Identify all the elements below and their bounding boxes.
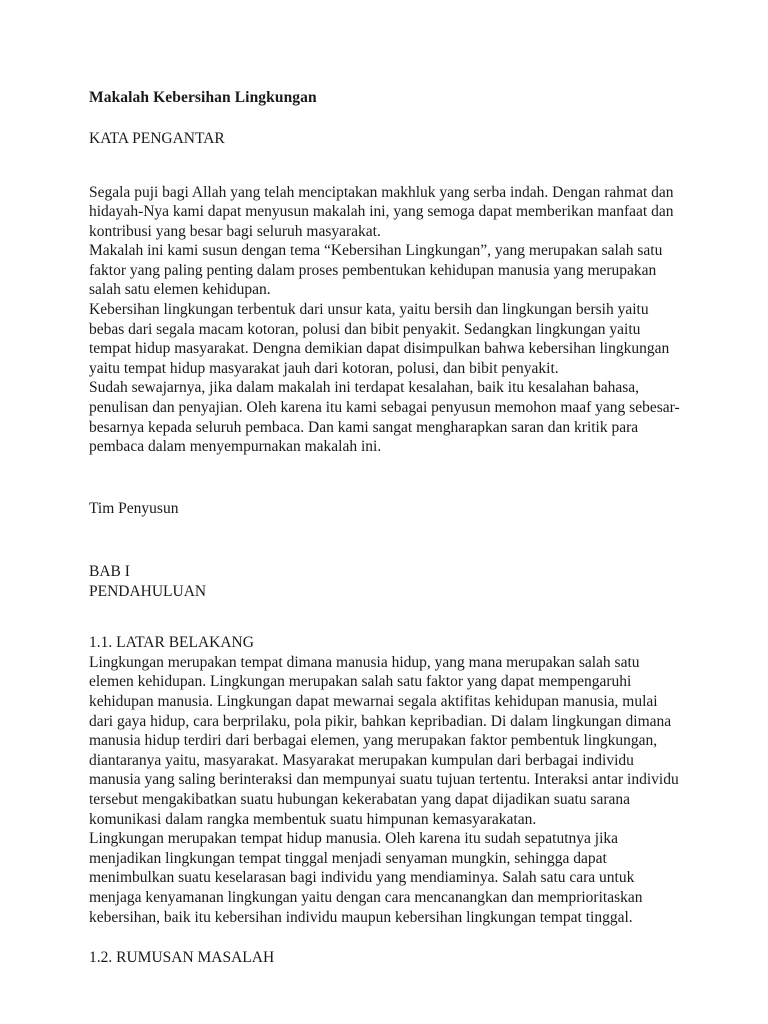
paragraph: Lingkungan merupakan tempat dimana manusia hidup, yang mana merupakan salah satu elemen kehidupan. Lingkungan merupakan salah satu faktor yang dapat mempengaruhi kehidupan manusia. Lingkungan dapat mewarnai segala aktifitas kehidupan manusia, mulai dari gaya hidup, cara berprilaku, pola pikir, bahkan kepribadian. Di dalam lingkungan dimana manusia hidup terdiri dari berbagai elemen, yang merupakan faktor pembentuk lingkungan, diantaranya yaitu, masyarakat. Masyarakat merupakan kumpulan dari berbagai individu manusia yang saling berinteraksi dan mempunyai suatu tujuan tertentu. Interaksi antar individu tersebut mengakibatkan suatu hubungan kekerabatan yang dapat dijadikan suatu sarana komunikasi dalam rangka membentuk suatu himpunan kemasyarakatan.: [89, 653, 679, 828]
spacer: [89, 457, 679, 499]
paragraph: Makalah ini kami susun dengan tema “Kebersihan Lingkungan”, yang merupakan salah satu faktor yang paling penting dalam proses pembentukan kehidupan manusia yang merupakan salah satu elemen kehidupan.: [89, 242, 663, 299]
paragraph: Segala puji bagi Allah yang telah menciptakan makhluk yang serba indah. Dengan rahmat dan hidayah-Nya kami dapat menyusun makalah ini, yang semoga dapat memberikan manfaat dan kontribusi yang besar bagi seluruh masyarakat.: [89, 183, 674, 240]
preface-heading: KATA PENGANTAR: [89, 130, 225, 147]
spacer: [89, 518, 679, 562]
spacer: [89, 927, 679, 948]
section-heading: 1.1. LATAR BELAKANG: [89, 634, 254, 652]
paragraph: Sudah sewajarnya, jika dalam makalah ini terdapat kesalahan, baik itu kesalahan bahasa, penulisan dan penyajian. Oleh karena itu kami sebagai penyusun memohon maaf yang sebesar-besarnya kepada seluruh pembaca. Dan kami sangat mengharapkan saran dan kritik para pembaca dalam menyempurnakan makalah ini.: [89, 379, 680, 456]
paragraph: Lingkungan merupakan tempat hidup manusia. Oleh karena itu sudah sepatutnya jika menjadikan lingkungan tempat tinggal menjadi senyaman mungkin, sehingga dapat menimbulkan suatu keselarasan bagi individu yang mendiaminya. Salah satu cara untuk menjaga kenyamanan lingkungan yaitu dengan cara mencanangkan dan memprioritaskan kebersihan, baik itu kebersihan individu maupun kebersihan lingkungan tempat tinggal.: [89, 830, 643, 926]
spacer: [89, 107, 679, 129]
spacer: [89, 149, 679, 183]
chapter-title: PENDAHULUAN: [89, 582, 207, 600]
page-title: Makalah Kebersihan Lingkungan: [89, 89, 317, 106]
spacer: [89, 601, 679, 633]
signature: Tim Penyusun: [89, 499, 179, 517]
section-latar-belakang: [89, 633, 679, 927]
preface-body: [89, 183, 679, 457]
chapter-label: BAB I: [89, 563, 130, 581]
paragraph: Kebersihan lingkungan terbentuk dari unsur kata, yaitu bersih dan lingkungan bersih yaitu bebas dari segala macam kotoran, polusi dan bibit penyakit. Sedangkan lingkungan yaitu tempat hidup masyarakat. Dengna demikian dapat disimpulkan bahwa kebersihan lingkungan yaitu tempat hidup masyarakat jauh dari kotoran, polusi, dan bibit penyakit.: [89, 301, 670, 377]
section-rumusan-masalah: [89, 948, 679, 968]
section-heading: 1.2. RUMUSAN MASALAH: [89, 949, 275, 967]
